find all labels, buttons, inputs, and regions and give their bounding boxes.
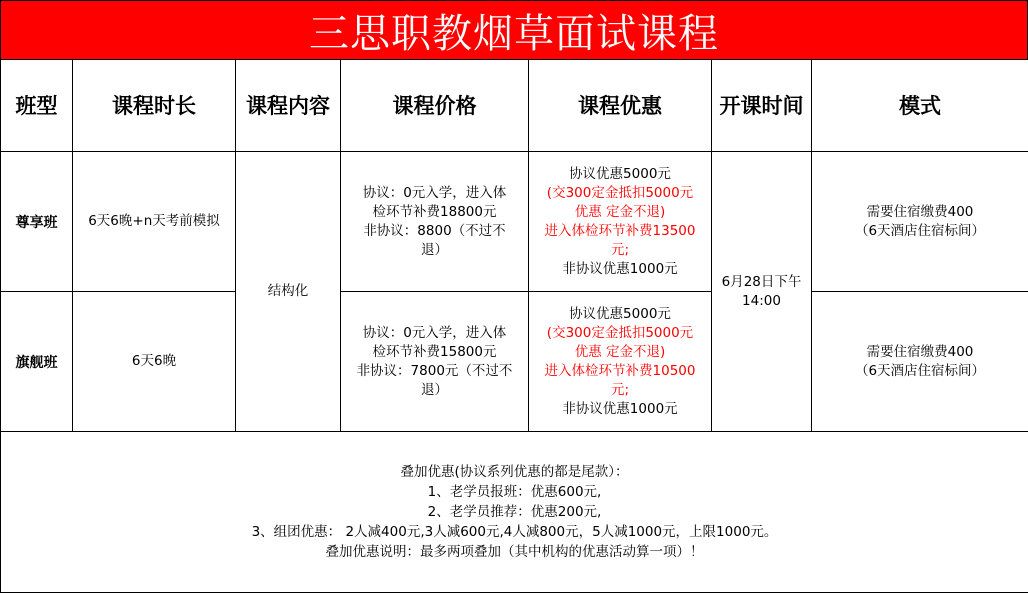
mode-line: 需要住宿缴费400 — [816, 343, 1024, 362]
class-type: 尊享班 — [1, 152, 73, 292]
discount-line: 非协议优惠1000元 — [533, 400, 707, 419]
discount-line: 协议优惠5000元 — [533, 305, 707, 324]
discount-highlight: 元; — [533, 381, 707, 400]
notes-line: 3、组团优惠： 2人减400元,3人减600元,4人减800元，5人减1000元，上限1000元。 — [5, 522, 1024, 542]
discount-cell — [529, 152, 712, 292]
mode-line: （6天酒店住宿标间） — [816, 362, 1024, 381]
notes-line: 1、老学员报班：优惠600元, — [5, 482, 1024, 502]
price-cell — [341, 152, 529, 292]
start-time-cell — [712, 152, 812, 432]
notes-line: 叠加优惠说明：最多两项叠加（其中机构的优惠活动算一项）！ — [5, 542, 1024, 562]
discount-highlight: 进入体检环节补费13500 — [533, 222, 707, 241]
price-line: 非协议：8800（不过不 — [345, 222, 524, 241]
content-cell: 结构化 — [236, 152, 341, 432]
discount-highlight: 进入体检环节补费10500 — [533, 362, 707, 381]
price-cell — [341, 292, 529, 432]
table-row — [1, 292, 1028, 432]
price-line: 检环节补费18800元 — [345, 203, 524, 222]
discount-line: 非协议优惠1000元 — [533, 260, 707, 279]
start-time-line: 14:00 — [716, 292, 807, 311]
class-type: 旗舰班 — [1, 292, 73, 432]
header-row — [1, 60, 1028, 152]
price-line: 非协议：7800元（不过不 — [345, 362, 524, 381]
mode-line: 需要住宿缴费400 — [816, 203, 1024, 222]
course-table — [0, 59, 1028, 593]
discount-cell — [529, 292, 712, 432]
header-discount: 课程优惠 — [529, 60, 712, 152]
mode-cell — [812, 152, 1028, 292]
price-line: 退） — [345, 241, 524, 260]
price-line: 协议：0元入学，进入体 — [345, 184, 524, 203]
header-mode: 模式 — [812, 60, 1028, 152]
discount-highlight: (交300定金抵扣5000元 — [533, 184, 707, 203]
price-line: 退） — [345, 381, 524, 400]
header-content: 课程内容 — [236, 60, 341, 152]
price-line: 协议：0元入学，进入体 — [345, 324, 524, 343]
header-price: 课程价格 — [341, 60, 529, 152]
discount-highlight: 元; — [533, 241, 707, 260]
notes-line: 叠加优惠(协议系列优惠的都是尾款）： — [5, 462, 1024, 482]
duration-cell: 6天6晚+n天考前模拟 — [73, 152, 236, 292]
discount-line: 协议优惠5000元 — [533, 165, 707, 184]
discount-highlight: (交300定金抵扣5000元 — [533, 324, 707, 343]
notes-row — [1, 432, 1028, 593]
price-line: 检环节补费15800元 — [345, 343, 524, 362]
header-class-type: 班型 — [1, 60, 73, 152]
duration-cell: 6天6晚 — [73, 292, 236, 432]
notes-cell — [1, 432, 1028, 593]
mode-line: （6天酒店住宿标间） — [816, 222, 1024, 241]
start-time-line: 6月28日下午 — [716, 273, 807, 292]
table-row — [1, 152, 1028, 292]
discount-highlight: 优惠 定金不退) — [533, 203, 707, 222]
page-title: 三思职教烟草面试课程 — [0, 0, 1028, 60]
header-duration: 课程时长 — [73, 60, 236, 152]
mode-cell — [812, 292, 1028, 432]
header-start-time: 开课时间 — [712, 60, 812, 152]
discount-highlight: 优惠 定金不退) — [533, 343, 707, 362]
notes-line: 2、老学员推荐：优惠200元, — [5, 502, 1024, 522]
